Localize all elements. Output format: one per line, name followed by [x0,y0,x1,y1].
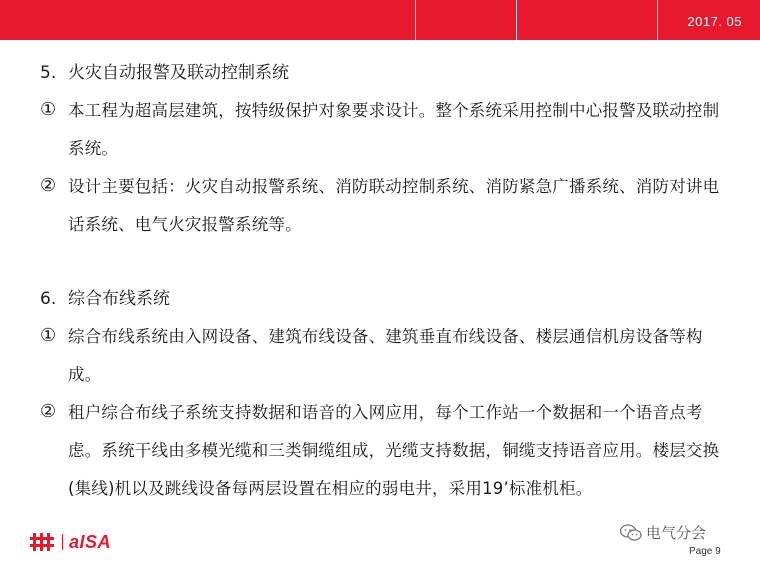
section-number: 5. [40,63,57,83]
company-logo [30,530,111,554]
wechat-watermark [620,522,706,543]
item-text: 租户综合布线子系统支持数据和语音的入网应用，每个工作站一个数据和一个语音点考虑。系统干线由多模光缆和三类铜缆组成，光缆支持数据，铜缆支持语音应用。楼层交换(集线)机以及跳线设备每两层设置在相应的弱电井，采用19’标准机柜。 [68,403,720,498]
section-title [40,56,730,90]
header-divider [415,0,416,40]
list-item [40,92,730,168]
section-title [40,282,730,316]
watermark-text: 电气分会 [646,524,707,542]
item-text: 综合布线系统由入网设备、建筑布线设备、建筑垂直布线设备、楼层通信机房设备等构成。 [68,327,703,384]
header-date: 2017. 05 [687,14,742,29]
logo-divider [62,534,63,550]
company-logo-icon [30,531,54,553]
list-item [40,318,730,394]
item-marker: ① [40,325,57,346]
section-number: 6. [40,289,57,309]
list-item [40,394,730,508]
item-marker: ① [40,99,57,120]
logo-text: aISA [69,531,112,552]
section-gap [40,244,730,282]
item-marker: ② [40,401,57,422]
item-text: 本工程为超高层建筑，按特级保护对象要求设计。整个系统采用控制中心报警及联动控制系统。 [68,101,720,158]
slide-content [40,56,730,508]
page-number: Page 9 [689,546,721,557]
section-title-text: 综合布线系统 [68,289,170,309]
header-divider [657,0,658,40]
section-title-text: 火灾自动报警及联动控制系统 [68,63,289,83]
item-text: 设计主要包括：火灾自动报警系统、消防联动控制系统、消防紧急广播系统、消防对讲电话系统、电气火灾报警系统等。 [68,177,720,234]
header-divider [516,0,517,40]
list-item [40,168,730,244]
header-bar [0,0,760,40]
wechat-icon [620,524,642,542]
item-marker: ② [40,175,57,196]
